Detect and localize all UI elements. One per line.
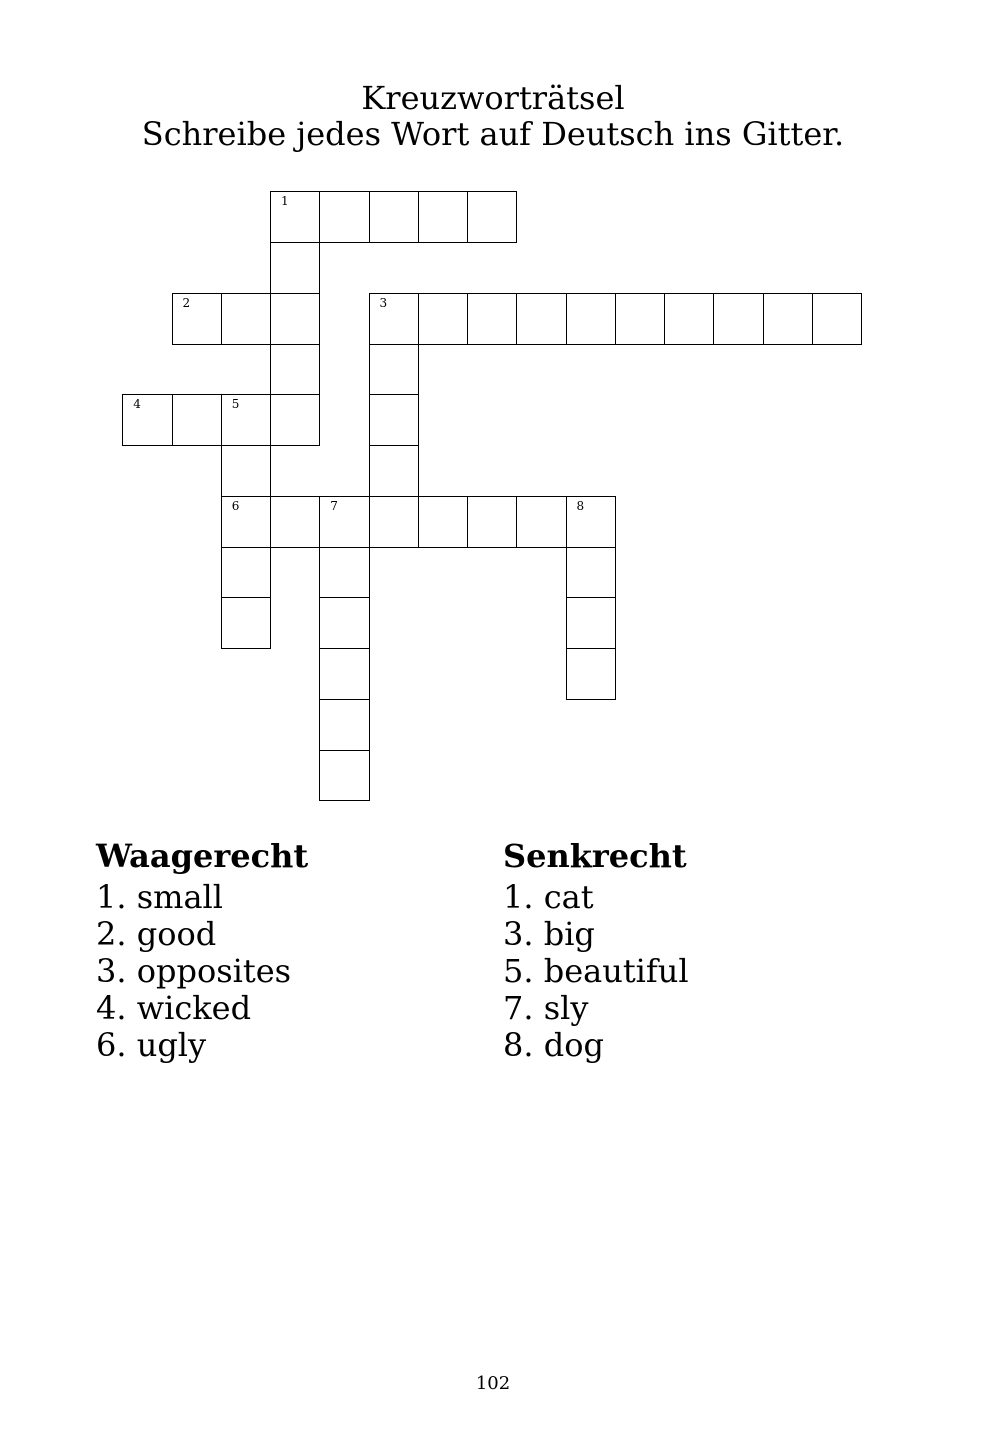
grid-cell[interactable] <box>319 547 369 599</box>
grid-cell[interactable] <box>664 293 714 345</box>
clue-number: 7 <box>330 498 338 513</box>
grid-cell[interactable] <box>812 293 862 345</box>
grid-cell[interactable] <box>270 394 320 446</box>
clue-number: 5 <box>231 397 240 412</box>
clue-number: 8 <box>576 498 585 513</box>
grid-cell[interactable] <box>467 293 517 345</box>
grid-cell[interactable] <box>319 191 369 243</box>
grid-cell[interactable] <box>566 547 616 599</box>
clue-number: 3 <box>379 295 388 310</box>
grid-cell[interactable] <box>369 445 419 497</box>
down-clue: 7. sly <box>503 989 589 1027</box>
grid-cell[interactable] <box>270 344 320 396</box>
grid-cell[interactable] <box>566 293 616 345</box>
grid-cell[interactable] <box>369 191 419 243</box>
grid-cell[interactable] <box>319 699 369 751</box>
clue-number: 6 <box>231 498 240 513</box>
down-clue: 8. dog <box>503 1026 604 1064</box>
clue-number: 2 <box>182 295 191 310</box>
grid-cell[interactable] <box>566 597 616 649</box>
across-clue: 1. small <box>96 878 224 916</box>
across-clue: 2. good <box>96 915 217 953</box>
grid-cell[interactable] <box>763 293 813 345</box>
grid-cell[interactable] <box>172 394 222 446</box>
grid-cell[interactable] <box>270 293 320 345</box>
grid-cell[interactable] <box>270 242 320 294</box>
grid-cell[interactable] <box>319 597 369 649</box>
down-heading: Senkrecht <box>503 837 687 875</box>
grid-cell[interactable] <box>221 597 271 649</box>
grid-cell[interactable] <box>270 191 320 243</box>
clue-number: 4 <box>133 397 141 412</box>
grid-cell[interactable] <box>467 496 517 548</box>
across-clues <box>96 838 308 1064</box>
grid-cell[interactable] <box>369 344 419 396</box>
grid-cell[interactable] <box>615 293 665 345</box>
grid-cell[interactable] <box>566 648 616 700</box>
clue-number: 1 <box>281 194 289 209</box>
grid-cell[interactable] <box>270 496 320 548</box>
grid-cell[interactable] <box>418 191 468 243</box>
grid-cell[interactable] <box>516 496 566 548</box>
grid-cell[interactable] <box>221 293 271 345</box>
grid-cell[interactable] <box>516 293 566 345</box>
across-clue: 4. wicked <box>96 989 252 1027</box>
grid-cell[interactable] <box>221 445 271 497</box>
grid-cell[interactable] <box>369 496 419 548</box>
grid-cell[interactable] <box>418 293 468 345</box>
instructions: Schreibe jedes Wort auf Deutsch ins Gitter. <box>141 115 845 153</box>
grid-cell[interactable] <box>369 394 419 446</box>
grid-cell[interactable] <box>319 750 369 802</box>
page-number: 102 <box>475 1373 511 1394</box>
grid-cell[interactable] <box>713 293 763 345</box>
grid-cell[interactable] <box>369 293 419 345</box>
down-clue: 1. cat <box>503 878 594 916</box>
grid-cell[interactable] <box>221 496 271 548</box>
across-clue: 3. opposites <box>96 952 292 990</box>
grid-cell[interactable] <box>467 191 517 243</box>
grid-cell[interactable] <box>122 394 172 446</box>
across-heading: Waagerecht <box>96 837 309 875</box>
grid-cell[interactable] <box>221 394 271 446</box>
down-clue: 5. beautiful <box>503 952 689 990</box>
across-clue: 6. ugly <box>96 1026 207 1064</box>
grid-cell[interactable] <box>319 496 369 548</box>
grid-cell[interactable] <box>418 496 468 548</box>
down-clues <box>503 838 689 1064</box>
grid-cell[interactable] <box>221 547 271 599</box>
page-title: Kreuzworträtsel <box>361 79 625 117</box>
grid-cell[interactable] <box>566 496 616 548</box>
grid-cell[interactable] <box>172 293 222 345</box>
grid-cell[interactable] <box>319 648 369 700</box>
down-clue: 3. big <box>503 915 595 953</box>
